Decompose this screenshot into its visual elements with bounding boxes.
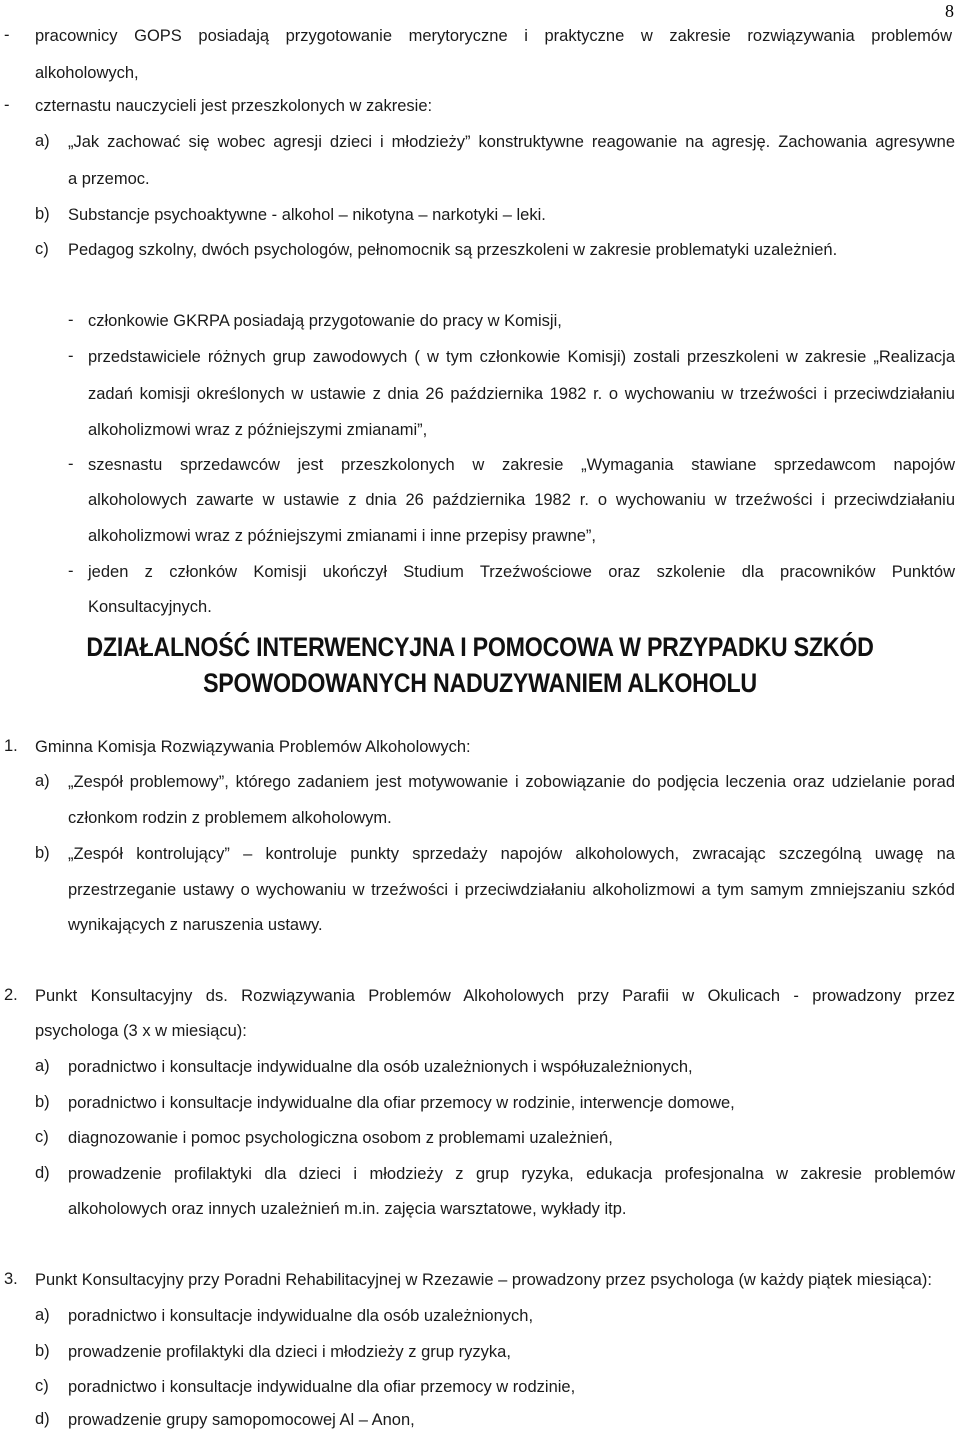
list-item-text: szesnastu sprzedawców jest przeszkolonych w zakresie „Wymagania stawiane sprzedawcom napojów bbox=[88, 456, 955, 474]
list-marker: c) bbox=[35, 1377, 49, 1395]
section-title: Punkt Konsultacyjny przy Poradni Rehabilitacyjnej w Rzezawie – prowadzony przez psychologa (w każdy piątek miesiąca): bbox=[35, 1271, 932, 1289]
list-item-text: „Jak zachować się wobec agresji dzieci i młodzieży” konstruktywne reagowanie na agresję. Zachowania agresywne bbox=[68, 133, 955, 151]
list-marker: - bbox=[68, 347, 74, 365]
list-marker: a) bbox=[35, 772, 50, 790]
section-number: 2. bbox=[4, 986, 18, 1004]
list-item-text: przestrzeganie ustawy o wychowaniu w trzeźwości i przeciwdziałaniu alkoholizmowi a tym samym zmniejszaniu szkód bbox=[68, 881, 955, 899]
list-marker: b) bbox=[35, 844, 50, 862]
list-marker: b) bbox=[35, 205, 50, 223]
list-item-text: prowadzenie grupy samopomocowej Al – Anon, bbox=[68, 1411, 415, 1429]
list-item-text: czternastu nauczycieli jest przeszkolonych w zakresie: bbox=[35, 97, 433, 115]
list-marker: b) bbox=[35, 1342, 50, 1360]
list-marker: b) bbox=[35, 1093, 50, 1111]
list-item-text: członkowie GKRPA posiadają przygotowanie do pracy w Komisji, bbox=[88, 312, 562, 330]
list-marker: - bbox=[68, 455, 74, 473]
list-item-text: wynikających z naruszenia ustawy. bbox=[68, 916, 323, 934]
list-marker: - bbox=[4, 26, 10, 44]
list-item-text: poradnictwo i konsultacje indywidualne dla osób uzależnionych, bbox=[68, 1307, 534, 1325]
section-heading: SPOWODOWANYCH NADUZYWANIEM ALKOHOLU bbox=[203, 668, 757, 698]
list-item-text: a przemoc. bbox=[68, 170, 150, 188]
list-item-text: Konsultacyjnych. bbox=[88, 598, 212, 616]
list-item-text: członkom rodzin z problemem alkoholowym. bbox=[68, 809, 392, 827]
list-marker: - bbox=[68, 311, 74, 329]
list-marker: d) bbox=[35, 1164, 50, 1182]
list-item-text: Substancje psychoaktywne - alkohol – nikotyna – narkotyki – leki. bbox=[68, 206, 546, 224]
list-item-text: jeden z członków Komisji ukończył Studium Trzeźwościowe oraz szkolenie dla pracowników Punktów bbox=[88, 563, 955, 581]
list-marker: a) bbox=[35, 1306, 50, 1324]
list-marker: - bbox=[68, 562, 74, 580]
section-title: Punkt Konsultacyjny ds. Rozwiązywania Problemów Alkoholowych przy Parafii w Okulicach - prowadzony przez bbox=[35, 987, 955, 1005]
list-item-text: przedstawiciele różnych grup zawodowych ( w tym członkowie Komisji) zostali przeszkoleni w zakresie „Realizacja bbox=[88, 348, 955, 366]
list-item-text: Pedagog szkolny, dwóch psychologów, pełnomocnik są przeszkoleni w zakresie problematyki uzależnień. bbox=[68, 241, 838, 259]
list-item-text: poradnictwo i konsultacje indywidualne dla ofiar przemocy w rodzinie, interwencje domowe, bbox=[68, 1094, 735, 1112]
list-marker: d) bbox=[35, 1410, 50, 1428]
list-item-text: „Zespół kontrolujący” – kontroluje punkty sprzedaży napojów alkoholowych, zwracając szczególną uwagę na bbox=[68, 845, 955, 863]
list-item-text: zadań komisji określonych w ustawie z dnia 26 października 1982 r. o wychowaniu w trzeźwości i przeciwdziałaniu bbox=[88, 385, 955, 403]
list-item-text: prowadzenie profilaktyki dla dzieci i młodzieży z grup ryzyka, edukacja profesjonalna w zakresie problemów bbox=[68, 1165, 955, 1183]
list-item-text: alkoholowych, bbox=[35, 64, 139, 82]
list-item-text: poradnictwo i konsultacje indywidualne dla ofiar przemocy w rodzinie, bbox=[68, 1378, 576, 1396]
list-item-text: alkoholowych zawarte w ustawie z dnia 26 października 1982 r. o wychowaniu w trzeźwości i przeciwdziałaniu bbox=[88, 491, 955, 509]
section-title: Gminna Komisja Rozwiązywania Problemów Alkoholowych: bbox=[35, 738, 471, 756]
list-item-text: „Zespół problemowy”, którego zadaniem jest motywowanie i zobowiązanie do podjęcia leczenia oraz udzielanie porad bbox=[68, 773, 955, 791]
list-item-text: alkoholizmowi wraz z późniejszymi zmianami”, bbox=[88, 421, 428, 439]
list-marker: c) bbox=[35, 240, 49, 258]
list-item-text: diagnozowanie i pomoc psychologiczna osobom z problemami uzależnień, bbox=[68, 1129, 613, 1147]
section-heading: DZIAŁALNOŚĆ INTERWENCYJNA I POMOCOWA W PRZYPADKU SZKÓD bbox=[86, 632, 874, 662]
list-marker: - bbox=[4, 96, 10, 114]
list-marker: a) bbox=[35, 1057, 50, 1075]
list-marker: c) bbox=[35, 1128, 49, 1146]
list-item-text: alkoholowych oraz innych uzależnień m.in. zajęcia warsztatowe, wykłady itp. bbox=[68, 1200, 627, 1218]
list-item-text: alkoholizmowi wraz z późniejszymi zmianami i inne przepisy prawne”, bbox=[88, 527, 597, 545]
list-marker: a) bbox=[35, 132, 50, 150]
section-number: 3. bbox=[4, 1270, 18, 1288]
list-item-text: pracownicy GOPS posiadają przygotowanie merytoryczne i praktyczne w zakresie rozwiązywania problemów bbox=[35, 27, 952, 45]
list-item-text: prowadzenie profilaktyki dla dzieci i młodzieży z grup ryzyka, bbox=[68, 1343, 511, 1361]
section-number: 1. bbox=[4, 737, 18, 755]
section-title: psychologa (3 x w miesiącu): bbox=[35, 1022, 247, 1040]
page-number: 8 bbox=[945, 1, 954, 21]
list-item-text: poradnictwo i konsultacje indywidualne dla osób uzależnionych i współuzależnionych, bbox=[68, 1058, 693, 1076]
